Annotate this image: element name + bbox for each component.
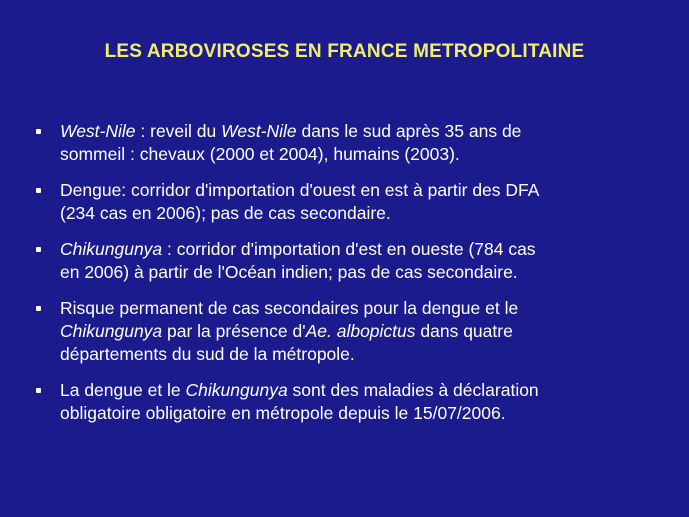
text-segment: : reveil du: [135, 121, 222, 141]
italic-text: Chikungunya: [185, 380, 288, 400]
italic-text: West-Nile: [221, 121, 297, 141]
bullet-line: [60, 238, 656, 261]
bullet-dot-icon: [36, 388, 41, 393]
italic-text: West-Nile: [60, 121, 136, 141]
text-segment: par la présence d': [162, 321, 306, 341]
text-segment: dans le sud après 35 ans de: [296, 121, 522, 141]
bullet-line: [60, 202, 656, 225]
text-segment: : corridor d'importation d'est en oueste (784 cas: [162, 239, 536, 259]
bullet-line: [60, 261, 656, 284]
text-segment: dans quatre: [415, 321, 513, 341]
bullet-line: [60, 297, 656, 320]
bullet-item: [36, 120, 656, 166]
bullet-line: [60, 320, 656, 343]
bullet-dot-icon: [36, 247, 41, 252]
bullet-line: [60, 402, 656, 425]
italic-text: Chikungunya: [60, 321, 163, 341]
text-segment: sommeil : chevaux (2000 et 2004), humains (2003).: [60, 144, 460, 164]
bullet-dot-icon: [36, 188, 41, 193]
bullet-line: [60, 143, 656, 166]
bullet-dot-icon: [36, 129, 41, 134]
text-segment: obligatoire obligatoire en métropole depuis le 15/07/2006.: [60, 403, 506, 423]
bullet-dot-icon: [36, 306, 41, 311]
slide-title: LES ARBOVIROSES EN FRANCE METROPOLITAINE: [104, 41, 585, 62]
bullet-line: [60, 379, 656, 402]
text-segment: départements du sud de la métropole.: [60, 344, 355, 364]
bullet-item: [36, 297, 656, 366]
text-segment: (234 cas en 2006); pas de cas secondaire.: [60, 203, 391, 223]
text-segment: Dengue: corridor d'importation d'ouest en est à partir des DFA: [60, 180, 540, 200]
bullet-line: [60, 343, 656, 366]
text-segment: La dengue et le: [60, 380, 186, 400]
text-segment: Risque permanent de cas secondaires pour la dengue et le: [60, 298, 519, 318]
bullet-item: [36, 379, 656, 425]
bullet-line: [60, 120, 656, 143]
italic-text: Chikungunya: [60, 239, 163, 259]
text-segment: en 2006) à partir de l'Océan indien; pas de cas secondaire.: [60, 262, 518, 282]
italic-text: Ae. albopictus: [305, 321, 416, 341]
bullet-list: [36, 120, 656, 425]
bullet-line: [60, 179, 656, 202]
bullet-item: [36, 238, 656, 284]
bullet-item: [36, 179, 656, 225]
text-segment: sont des maladies à déclaration: [287, 380, 539, 400]
